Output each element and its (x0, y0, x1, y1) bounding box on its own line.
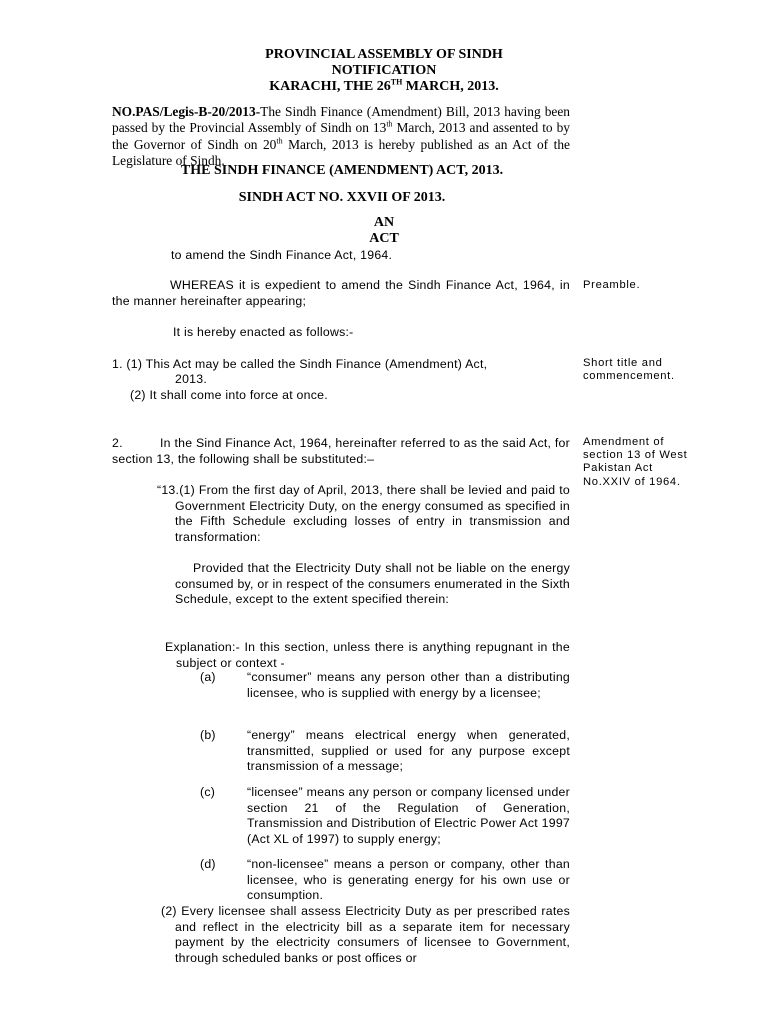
sub13-proviso: Provided that the Electricity Duty shall not be liable on the energy consumed by, or in respect of the consumers enumerated in the Sixth Schedule, except to the extent specified therein: (175, 561, 570, 607)
notice-sup-b: th (276, 136, 283, 146)
act-title: THE SINDH FINANCE (AMENDMENT) ACT, 2013. (180, 163, 504, 178)
section2-number: 2. (112, 436, 123, 450)
section1-clause1-cont: 2013. (175, 372, 208, 386)
sub13-para2: (2) Every licensee shall assess Electricity Duty as per prescribed rates and reflect in the electricity bill as a separate item for necessary payment by the electricity consumers of licensee to Government, through scheduled banks or post offices or (161, 904, 570, 965)
header-date-pre: KARACHI, THE 26 (269, 79, 391, 94)
section1-clause2: (2) It shall come into force at once. (130, 388, 328, 402)
act-an: AN (373, 215, 395, 230)
sub13-explanation: Explanation:- In this section, unless there is anything repugnant in the subject or context - (165, 640, 570, 670)
notice-paragraph (112, 104, 570, 170)
sub13-para1: “13.(1) From the first day of April, 2013, there shall be levied and paid to Government Electricity Duty, on the energy consumed as specified in the Fifth Schedule excluding losses of entry in transmission and transformation: (157, 483, 570, 544)
header-date (0, 79, 768, 94)
header-assembly: PROVINCIAL ASSEMBLY OF SINDH (265, 47, 503, 62)
item-text: “energy” means electrical energy when generated, transmitted, supplied or used for any purpose except transmission of a message; (247, 728, 570, 774)
item-text: “consumer” means any person other than a distributing licensee, who is supplied with energy by a licensee; (247, 670, 570, 700)
margin-preamble: Preamble. (583, 279, 641, 291)
act-purpose: to amend the Sindh Finance Act, 1964. (171, 248, 393, 262)
item-text: “non-licensee” means a person or company, other than licensee, who is generating energy for his own use or consumption. (247, 857, 570, 903)
enacted-line: It is hereby enacted as follows:- (173, 325, 354, 339)
header-date-post: MARCH, 2013. (402, 79, 499, 94)
section1-clause1: 1. (1) This Act may be called the Sindh Finance (Amendment) Act, (112, 357, 488, 371)
notice-text-a: The Sindh Finance (Amendment) Bill, 2013 having been passed by the Provincial Assembly of Sindh on 13 (112, 104, 570, 136)
item-text: “licensee” means any person or company licensed under section 21 of the Regulation of Generation, Transmission and Distribution of Electric Power Act 1997 (Act XL of 1997) to supply energy; (247, 785, 570, 846)
item-label: (d) (200, 857, 216, 871)
notice-sup-a: th (386, 119, 393, 129)
item-label: (c) (200, 785, 216, 799)
notice-reference: NO.PAS/Legis-B-20/2013- (112, 104, 261, 119)
header-notification: NOTIFICATION (331, 63, 437, 78)
section2-text: In the Sind Finance Act, 1964, hereinafter referred to as the said Act, for section 13, the following shall be substituted:– (112, 436, 570, 466)
item-label: (b) (200, 728, 216, 742)
notice-text-c: March, 2013 is hereby published as an Act of the Legislature of Sindh. (112, 136, 570, 169)
margin-amendment: Amendment of section 13 of West Pakistan Act No.XXIV of 1964. (583, 436, 688, 488)
header-date-sup: TH (390, 77, 403, 87)
preamble-text: WHEREAS it is expedient to amend the Sindh Finance Act, 1964, in the manner hereinafter appearing; (112, 278, 570, 308)
item-label: (a) (200, 670, 216, 684)
notice-text-b: March, 2013 and assented to by the Governor of Sindh on 20 (112, 120, 570, 152)
margin-short-title: Short title and commencement. (583, 357, 675, 383)
act-number: SINDH ACT NO. XXVII OF 2013. (238, 190, 446, 205)
act-act: ACT (369, 231, 399, 246)
